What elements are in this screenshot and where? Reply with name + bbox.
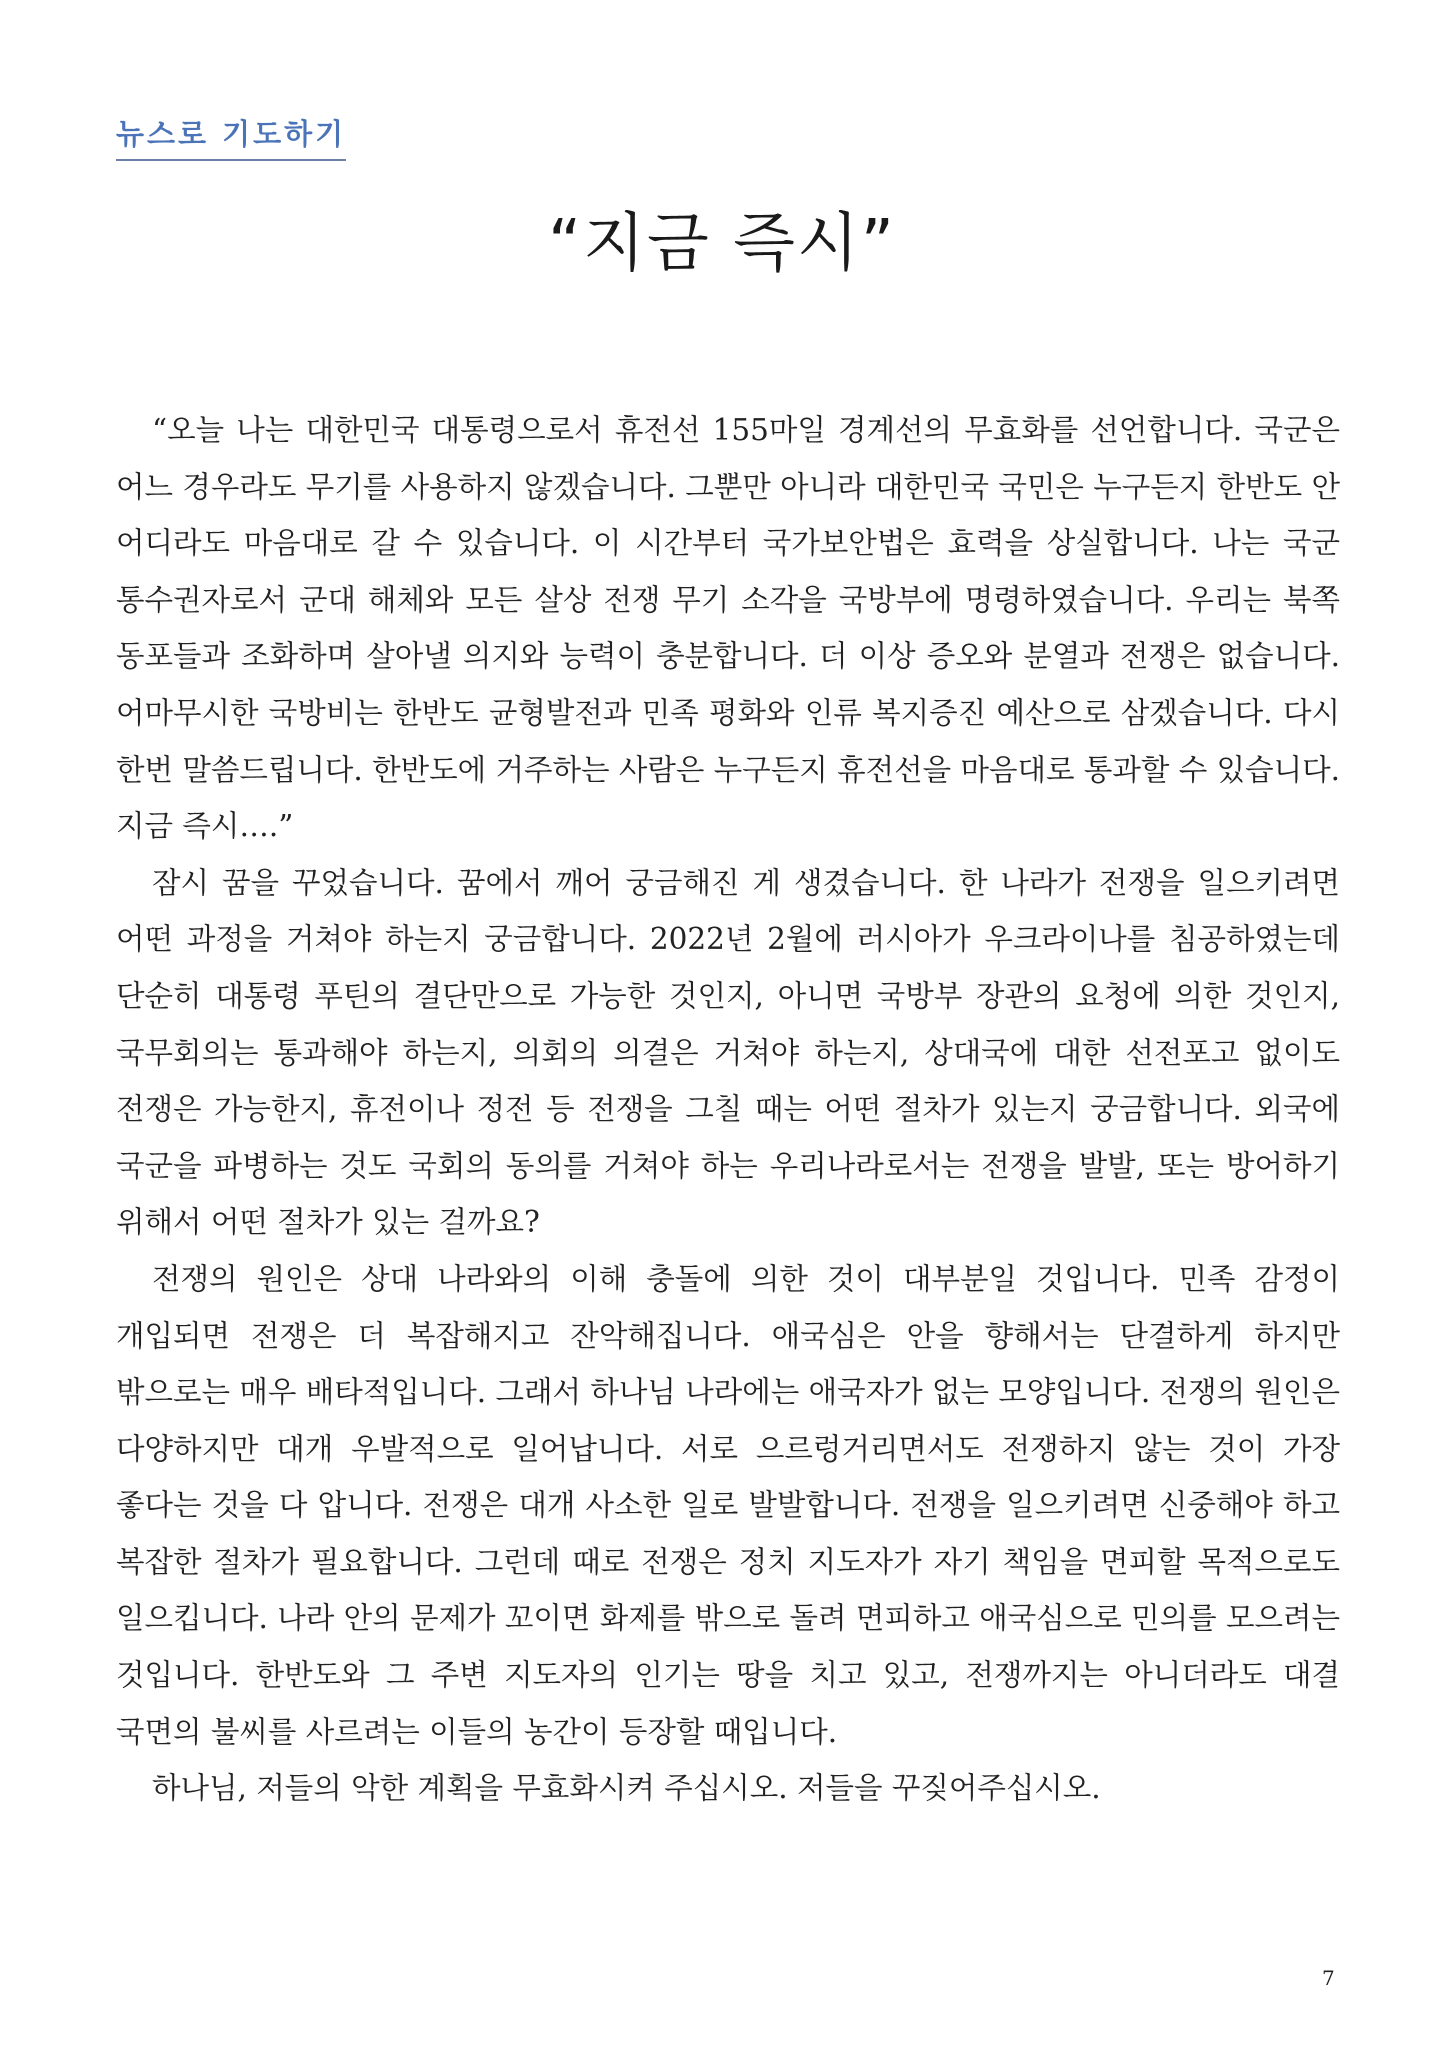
article-body: [116, 402, 1340, 1817]
paragraph-3: 전쟁의 원인은 상대 나라와의 이해 충돌에 의한 것이 대부분일 것입니다. 민족 감정이 개입되면 전쟁은 더 복잡해지고 잔악해집니다. 애국심은 안을 향해서는 단결하게 하지만 밖으로는 매우 배타적입니다. 그래서 하나님 나라에는 애국자가 없는 모양입니다. 전쟁의 원인은 다양하지만 대개 우발적으로 일어납니다. 서로 으르렁거리면서도 전쟁하지 않는 것이 가장 좋다는 것을 다 압니다. 전쟁은 대개 사소한 일로 발발합니다. 전쟁을 일으키려면 신중해야 하고 복잡한 절차가 필요합니다. 그런데 때로 전쟁은 정치 지도자가 자기 책임을 면피할 목적으로도 일으킵니다. 나라 안의 문제가 꼬이면 화제를 밖으로 돌려 면피하고 애국심으로 민의를 모으려는 것입니다. 한반도와 그 주변 지도자의 인기는 땅을 치고 있고, 전쟁까지는 아니더라도 대결 국면의 불씨를 사르려는 이들의 농간이 등장할 때입니다.: [116, 1261, 1340, 1749]
page-number: 7: [1322, 1966, 1335, 1990]
page-title: “지금 즉시”: [548, 207, 896, 281]
paragraph-2: 잠시 꿈을 꾸었습니다. 꿈에서 깨어 궁금해진 게 생겼습니다. 한 나라가 전쟁을 일으키려면 어떤 과정을 거쳐야 하는지 궁금합니다. 2022년 2월에 러시아가 우크라이나를 침공하였는데 단순히 대통령 푸틴의 결단만으로 가능한 것인지, 아니면 국방부 장관의 요청에 의한 것인지, 국무회의는 통과해야 하는지, 의회의 의결은 거쳐야 하는지, 상대국에 대한 선전포고 없이도 전쟁은 가능한지, 휴전이나 정전 등 전쟁을 그칠 때는 어떤 절차가 있는지 궁금합니다. 외국에 국군을 파병하는 것도 국회의 동의를 거쳐야 하는 우리나라로서는 전쟁을 발발, 또는 방어하기 위해서 어떤 절차가 있는 걸까요?: [116, 865, 1340, 1240]
paragraph-1: “오늘 나는 대한민국 대통령으로서 휴전선 155마일 경계선의 무효화를 선언합니다. 국군은 어느 경우라도 무기를 사용하지 않겠습니다. 그뿐만 아니라 대한민국 국민은 누구든지 한반도 안 어디라도 마음대로 갈 수 있습니다. 이 시간부터 국가보안법은 효력을 상실합니다. 나는 국군 통수권자로서 군대 해체와 모든 살상 전쟁 무기 소각을 국방부에 명령하였습니다. 우리는 북쪽 동포들과 조화하며 살아낼 의지와 능력이 충분합니다. 더 이상 증오와 분열과 전쟁은 없습니다. 어마무시한 국방비는 한반도 균형발전과 민족 평화와 인류 복지증진 예산으로 삼겠습니다. 다시 한번 말씀드립니다. 한반도에 거주하는 사람은 누구든지 휴전선을 마음대로 통과할 수 있습니다. 지금 즉시….”: [116, 413, 1340, 844]
section-label: 뉴스로 기도하기: [116, 112, 346, 161]
paragraph-4: 하나님, 저들의 악한 계획을 무효화시켜 주십시오. 저들을 꾸짖어주십시오.: [152, 1771, 1101, 1806]
